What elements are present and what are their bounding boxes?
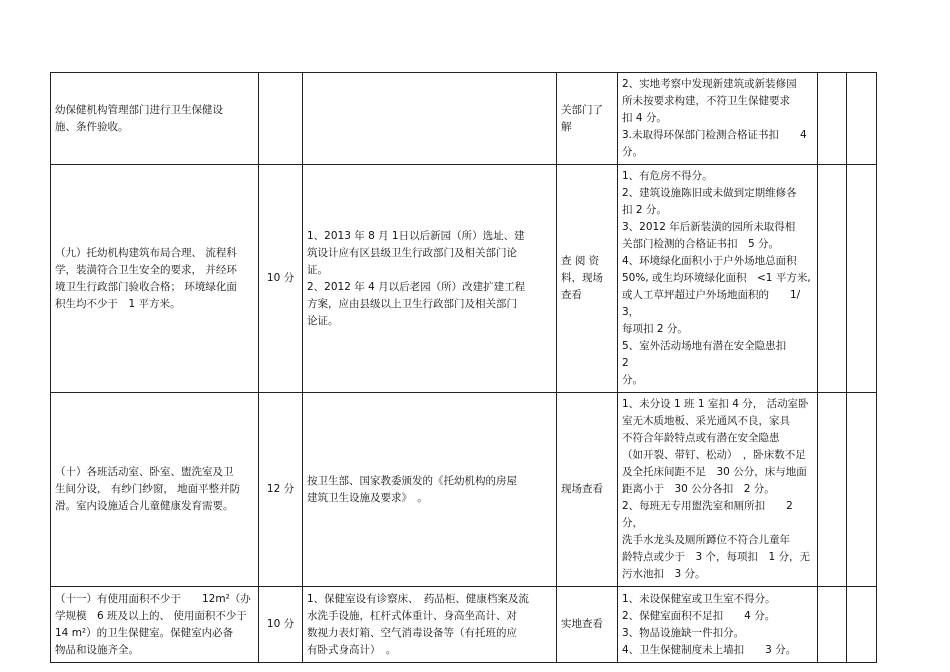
text-line: 室无木质地板、采光通风不良，家具 — [622, 415, 790, 427]
text-line: （十）各班活动室、卧室、盥洗室及卫 — [55, 466, 234, 478]
text-line: 3.未取得环保部门检测合格证书扣 4 — [622, 129, 807, 141]
text-line: 洗手水龙头及厕所蹲位不符合儿童年 — [622, 534, 790, 546]
text-line: 5、室外活动场地有潜在安全隐患扣 2 — [622, 340, 808, 369]
text-line: 幼保健机构管理部门进行卫生保健设 — [55, 103, 223, 116]
standard-cell — [303, 165, 557, 393]
text-line: 3、物品设施缺一件扣分。 — [622, 626, 745, 639]
text-line: 1、有危房不得分。 — [622, 170, 713, 182]
blank-cell — [818, 73, 847, 165]
blank-cell — [847, 165, 877, 393]
score-cell — [259, 73, 303, 165]
text-line: 按卫生部、国家教委颁发的《托幼机构的房屋 — [307, 474, 517, 487]
text-line: 1、未设保健室或卫生室不得分。 — [622, 592, 776, 605]
text-line: 实地查看 — [561, 618, 603, 630]
text-line: 查看 — [561, 289, 582, 301]
text-line: 查 阅 资 — [561, 255, 600, 267]
item-cell — [51, 393, 259, 587]
blank-cell — [818, 587, 847, 663]
text-line: 2、建筑设施陈旧或未做到定期维修各 — [622, 187, 797, 199]
standard-cell — [303, 393, 557, 587]
text-line: 50%, 或生均环境绿化面积 <1 平方米, — [622, 272, 811, 284]
text-line: （如开裂、带钉、松动） ，卧床数不足 — [622, 449, 806, 461]
text-line: 现场查看 — [561, 483, 603, 495]
text-line: 14 m²）的卫生保健室。保健室内必备 — [55, 626, 234, 639]
score-cell: 12 分 — [259, 393, 303, 587]
table-row — [51, 393, 877, 587]
text-line: 水洗手设施，杠杆式体重计、身高坐高计、对 — [307, 609, 517, 622]
method-cell — [557, 165, 618, 393]
method-cell — [557, 73, 618, 165]
method-cell — [557, 587, 618, 663]
text-line: 学规模 6 班及以上的、 使用面积不少于 — [55, 609, 247, 622]
text-line: （九）托幼机构建筑布局合理、 流程科 — [55, 246, 237, 259]
blank-cell — [847, 587, 877, 663]
text-line: 滑。室内设施适合儿童健康发育需要。 — [55, 500, 234, 512]
text-line: 分。 — [622, 374, 643, 386]
text-line: 污水池扣 3 分。 — [622, 568, 706, 580]
standard-cell — [303, 587, 557, 663]
text-line: 1、未分设 1 班 1 室扣 4 分， 活动室卧 — [622, 398, 809, 410]
item-cell — [51, 587, 259, 663]
blank-cell — [847, 73, 877, 165]
table-row — [51, 165, 877, 393]
text-line: 筑设计应有区县级卫生行政部门及相关部门论 — [307, 246, 517, 259]
blank-cell — [818, 393, 847, 587]
text-line: 境卫生行政部门验收合格； 环境绿化面 — [55, 280, 237, 293]
text-line: 料，现场 — [561, 272, 603, 284]
text-line: 2、2012 年 4 月以后老园（所）改建扩建工程 — [307, 280, 526, 293]
text-line: 1、2013 年 8 月 1日以后新园（所）选址、建 — [307, 229, 525, 242]
evaluation-table — [50, 72, 877, 663]
text-line: 2、保健室面积不足扣 4 分。 — [622, 609, 776, 622]
text-line: 或人工草坪超过户外场地面积的 1/3， — [622, 289, 801, 318]
text-line: 方案，应由县级以上卫生行政部门及相关部门 — [307, 297, 517, 310]
text-line: 分。 — [622, 146, 643, 158]
method-cell — [557, 393, 618, 587]
deduction-cell — [618, 165, 818, 393]
text-line: 龄特点或少于 3 个，每项扣 1 分，无 — [622, 551, 811, 563]
text-line: 距离小于 30 公分各扣 2 分。 — [622, 483, 775, 495]
text-line: 数视力表灯箱、空气消毒设备等（有托班的应 — [307, 626, 517, 639]
item-cell — [51, 73, 259, 165]
text-line: 2、每班无专用盥洗室和厕所扣 2 分， — [622, 500, 793, 529]
text-line: 3、2012 年后新装潢的园所未取得相 — [622, 221, 796, 233]
deduction-cell — [618, 393, 818, 587]
text-line: 学，装潢符合卫生安全的要求， 并经环 — [55, 263, 237, 276]
table-row — [51, 587, 877, 663]
score-cell: 10 分 — [259, 165, 303, 393]
text-line: 所未按要求构建，不符卫生保健要求 — [622, 95, 790, 107]
text-line: 扣 2 分。 — [622, 204, 667, 216]
text-line: 每项扣 2 分。 — [622, 323, 688, 335]
text-line: 建筑卫生设施及要求》 。 — [307, 491, 428, 504]
text-line: 4、环境绿化面积小于户外场地总面积 — [622, 255, 797, 267]
text-line: 关部门检测的合格证书扣 5 分。 — [622, 238, 780, 250]
blank-cell — [847, 393, 877, 587]
text-line: 不符合年龄特点或有潜在安全隐患 — [622, 432, 780, 444]
text-line: 及全托床间距不足 30 公分，床与地面 — [622, 466, 807, 478]
text-line: 解 — [561, 120, 572, 133]
text-line: （十一）有使用面积不少于 12m²（办 — [55, 592, 251, 605]
text-line: 2、实地考察中发现新建筑或新装修园 — [622, 78, 797, 90]
table-row — [51, 73, 877, 165]
standard-cell — [303, 73, 557, 165]
item-cell — [51, 165, 259, 393]
text-line: 有卧式身高计） 。 — [307, 643, 397, 656]
text-line: 积生均不少于 1 平方米。 — [55, 297, 181, 310]
deduction-cell — [618, 73, 818, 165]
text-line: 物品和设施齐全。 — [55, 643, 139, 656]
score-cell: 10 分 — [259, 587, 303, 663]
text-line: 关部门了 — [561, 103, 603, 116]
deduction-cell — [618, 587, 818, 663]
text-line: 证。 — [307, 263, 328, 276]
text-line: 扣 4 分。 — [622, 112, 667, 124]
text-line: 生间分设， 有纱门纱窗， 地面平整并防 — [55, 483, 241, 495]
text-line: 4、卫生保健制度未上墙扣 3 分。 — [622, 643, 797, 656]
text-line: 施、条件验收。 — [55, 120, 129, 133]
blank-cell — [818, 165, 847, 393]
text-line: 论证。 — [307, 314, 339, 327]
text-line: 1、保健室设有诊察床、 药品柜、健康档案及流 — [307, 592, 529, 605]
